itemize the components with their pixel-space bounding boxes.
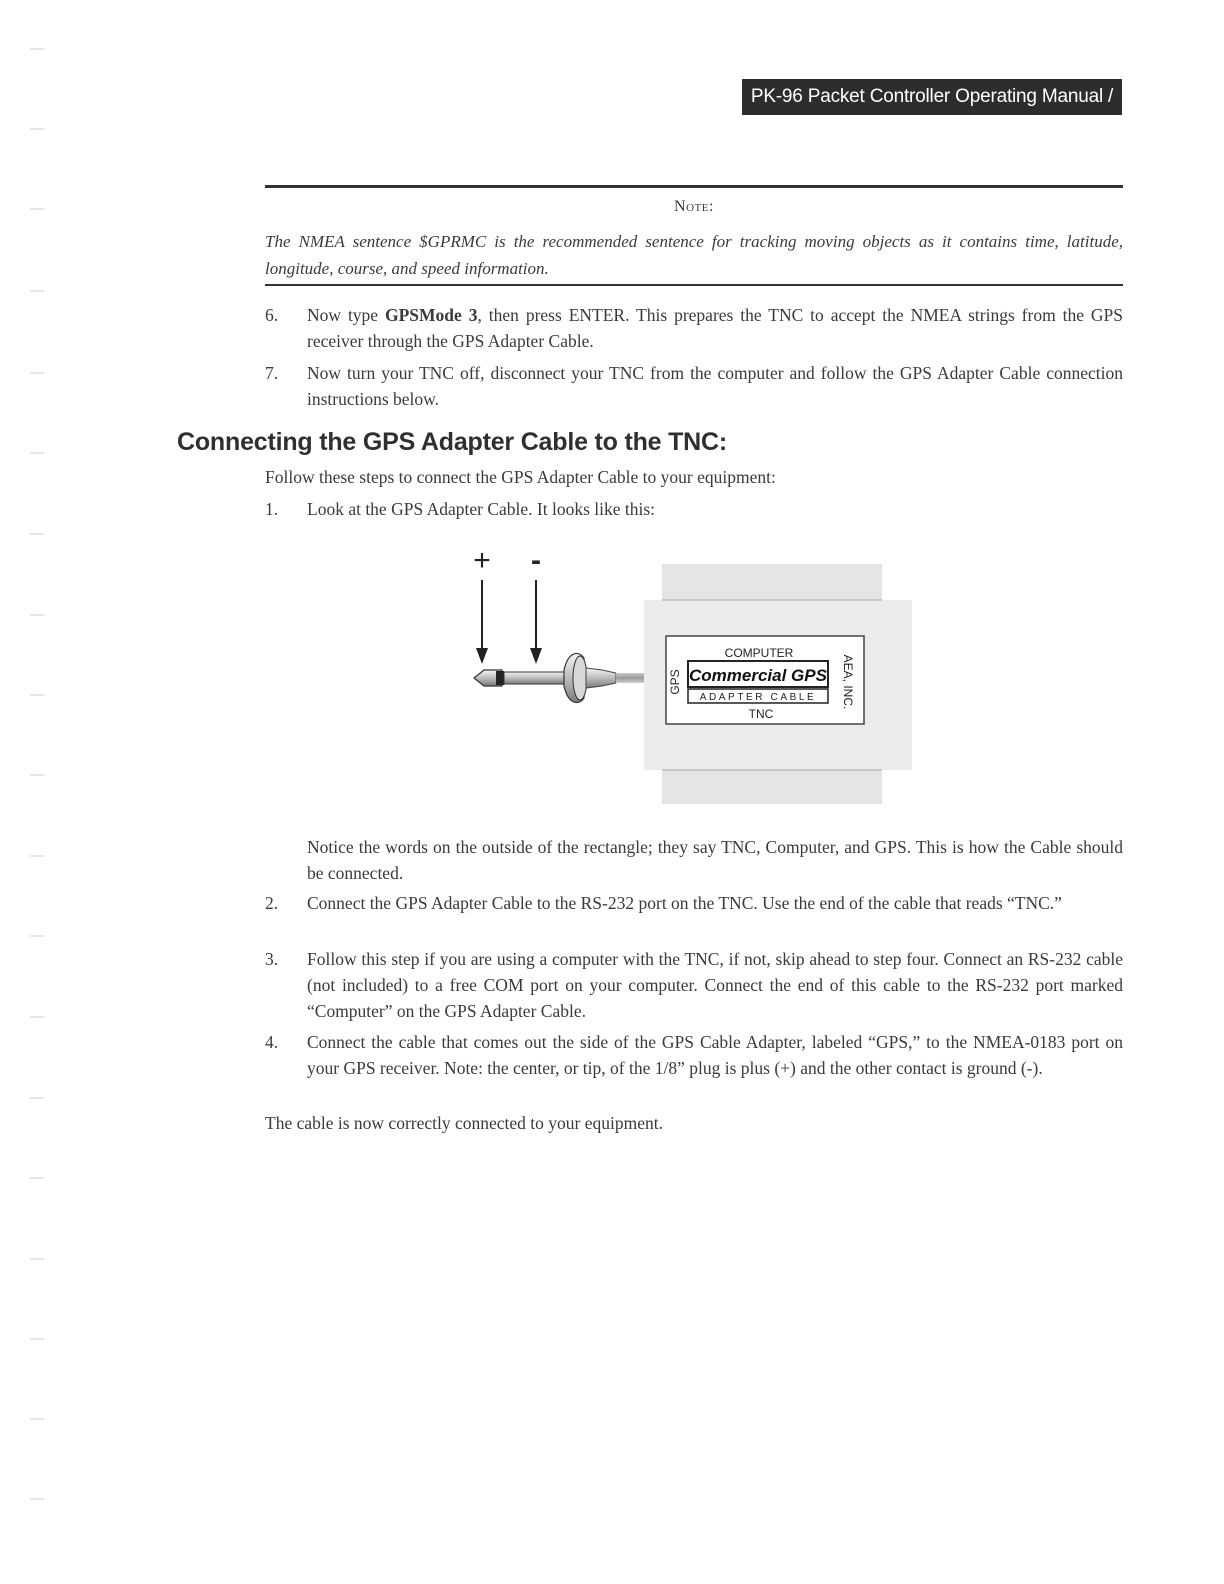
computer-label: COMPUTER — [724, 646, 794, 660]
step-3 — [265, 946, 1123, 1024]
step-text: Follow this step if you are using a computer with the TNC, if not, skip ahead to step four. Connect an RS-232 cable (not included) to a free COM port on your computer. Connect the end of this cable to the RS-232 port marked “Computer” on the GPS Adapter Cable. — [307, 949, 1123, 1021]
page-number: 119 — [916, 122, 948, 143]
box-bottom-tab — [662, 766, 882, 804]
section-heading: Connecting the GPS Adapter Cable to the TNC: — [177, 428, 728, 456]
section-intro: Follow these steps to connect the GPS Adapter Cable to your equipment: — [265, 467, 776, 487]
note-top-rule — [265, 185, 1123, 188]
step-text: Look at the GPS Adapter Cable. It looks like this: — [307, 499, 656, 519]
step-2 — [265, 890, 1123, 916]
plus-sign: + — [473, 544, 491, 577]
minus-arrow — [530, 580, 542, 664]
brand-name: Commercial GPS — [689, 666, 827, 685]
note-body: The NMEA sentence $GPRMC is the recommended sentence for tracking moving objects as it contains time, latitude, longitude, course, and speed information. — [265, 232, 1123, 278]
adapter-cable-label: ADAPTER CABLE — [699, 692, 817, 703]
step-text: Now turn your TNC off, disconnect your TNC from the computer and follow the GPS Adapter Cable connection instructions below. — [307, 363, 1123, 409]
binder-margin-marks — [0, 0, 60, 1584]
plus-arrow — [476, 580, 488, 664]
step-text: Connect the GPS Adapter Cable to the RS-232 port on the TNC. Use the end of the cable that reads “TNC.” — [307, 893, 1062, 913]
step-1 — [265, 496, 1123, 522]
step-number: 1. — [265, 499, 279, 519]
step-number: 3. — [265, 949, 279, 969]
plug-icon — [474, 654, 616, 703]
gps-label: GPS — [668, 669, 682, 695]
step-number: 6. — [265, 305, 279, 325]
step-number: 4. — [265, 1032, 279, 1052]
header-title: PK-96 Packet Controller Operating Manual / — [750, 86, 1114, 107]
gps-adapter-cable-diagram — [440, 540, 920, 830]
minus-sign: - — [531, 544, 541, 577]
tnc-label: TNC — [748, 707, 774, 721]
step-6 — [265, 302, 1123, 354]
step-4 — [265, 1029, 1123, 1081]
command-name: GPSMode 3 — [385, 305, 478, 325]
notice-paragraph: Notice the words on the outside of the rectangle; they say TNC, Computer, and GPS. This is how the Cable should be connected. — [307, 837, 1123, 883]
step-text: Now type GPSMode 3, then press ENTER. This prepares the TNC to accept the NMEA strings from the GPS receiver through the GPS Adapter Cable. — [307, 305, 1124, 351]
running-header — [742, 79, 1122, 143]
aea-label: AEA, INC. — [841, 654, 855, 710]
closing-paragraph: The cable is now correctly connected to your equipment. — [265, 1113, 663, 1133]
step-text: Connect the cable that comes out the side of the GPS Cable Adapter, labeled “GPS,” to the NMEA-0183 port on your GPS receiver. Note: the center, or tip, of the 1/8” plug is plus (+) and the other contact is ground (-). — [307, 1032, 1123, 1078]
step-number: 2. — [265, 893, 279, 913]
note-bottom-rule — [265, 284, 1123, 286]
step-number: 7. — [265, 363, 279, 383]
note-title: Note: — [674, 198, 714, 215]
step-7 — [265, 360, 1123, 412]
